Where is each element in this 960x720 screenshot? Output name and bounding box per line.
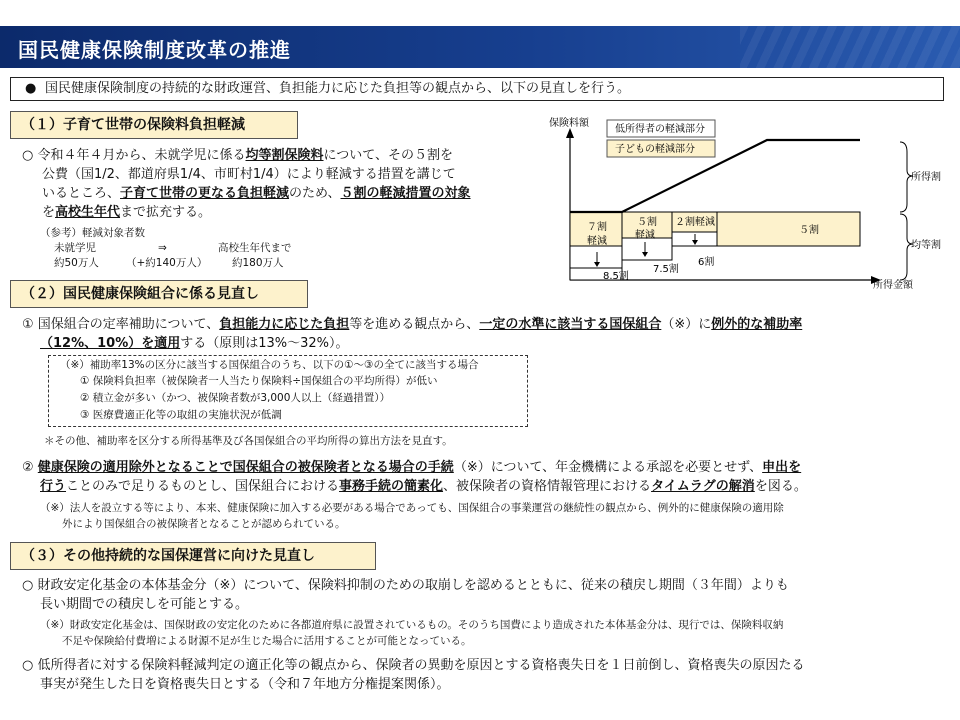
bullet-icon: ●	[25, 81, 37, 96]
label-7wari: ７割	[587, 222, 607, 233]
text-span: 等を進める観点から、	[349, 317, 480, 332]
circle-mark-icon: ○	[22, 578, 34, 593]
section1-para-line1	[22, 146, 453, 165]
emphasis-text: 均等割保険料	[245, 148, 324, 163]
emphasis-text: 申出を	[762, 460, 802, 475]
emphasis-text: ５割の軽減措置の対象	[340, 186, 471, 201]
note-item-3: ③ 医療費適正化等の取組の実施状況が低調	[80, 409, 282, 421]
section2-item2-note-line2: 外により国保組合の被保険者となることが認められている。	[62, 518, 346, 530]
y-axis-arrow-icon	[566, 128, 574, 138]
reduction-diagram	[545, 112, 950, 290]
section1-heading: （１）子育て世帯の保険料負担軽減	[10, 111, 298, 139]
x-axis-label: 所得金額	[873, 280, 913, 290]
ref-col1-count: 約50万人	[54, 257, 99, 269]
emphasis-text: 一定の水準に該当する国保組合	[479, 317, 662, 332]
text-span: を図る。	[754, 479, 807, 494]
text-span: を	[42, 205, 56, 220]
note-item-1: ① 保険料負担率（被保険者一人当たり保険料÷国保組合の平均所得）が低い	[80, 375, 438, 387]
text-span: （※）に	[661, 317, 712, 332]
emphasis-text: 行う	[40, 479, 67, 494]
value-85: 8.5割	[603, 271, 629, 282]
label-5wari-main: ５割	[799, 225, 819, 236]
emphasis-text: 子育て世帯の更なる負担軽減	[120, 186, 290, 201]
ref-label: （参考）軽減対象者数	[40, 227, 145, 239]
text-span: のため、	[289, 186, 341, 201]
page-title: 国民健康保険制度改革の推進	[18, 38, 291, 62]
number-mark-2: ②	[22, 460, 34, 475]
text-span: する（原則は13%～32%）。	[180, 336, 349, 351]
text-span: 財政安定化基金の本体基金分（※）について、保険料抑制のための取崩しを認めるとともに、従来の積戻し期間（３年間）よりも	[37, 578, 789, 593]
text-span: 、被保険者の資格情報管理における	[443, 479, 652, 494]
intro-box	[10, 77, 944, 101]
note-item-2: ② 積立金が多い（かつ、被保険者数が3,000人以上（経過措置））	[80, 392, 391, 404]
title-bar	[0, 0, 960, 68]
text-span: 低所得者に対する保険料軽減判定の適正化等の観点から、保険者の異動を原因とする資格喪失日を１日前倒し、資格喪失の原因たる	[37, 658, 805, 673]
intro-text: 国民健康保険制度の持続的な財政運営、負担能力に応じた負担等の観点から、以下の見直しを行う。	[45, 81, 631, 96]
text-span: まで拡充する。	[120, 205, 212, 220]
section1-para-line4	[42, 203, 211, 222]
ref-col2-count: 約180万人	[232, 257, 284, 269]
label-7wari-sub: 軽減	[587, 236, 607, 247]
ref-arrow: ⇒	[158, 242, 167, 254]
section1-para-line2: 公費（国1/2、都道府県1/4、市町村1/4）により軽減する措置を講じて	[42, 167, 456, 182]
ref-increase: （+約140万人）	[126, 257, 208, 269]
text-span: （※）について、年金機構による承認を必要とせず、	[453, 460, 763, 475]
label-2wari: ２割軽減	[675, 217, 715, 228]
emphasis-text: 例外的な補助率	[711, 317, 803, 332]
section3-p1-line1	[22, 576, 789, 595]
circle-mark-icon: ○	[22, 658, 34, 673]
section2-item1-line1	[22, 315, 802, 334]
section3-p1-note-line2: 不足や保険給付費増による財源不足が生じた場合に活用することが可能となっている。	[62, 635, 472, 647]
circle-mark-icon: ○	[22, 148, 34, 163]
section2-heading: （２）国民健康保険組合に係る見直し	[10, 280, 308, 308]
section2-aside: ＊その他、補助率を区分する所得基準及び各国保組合の平均所得の算出方法を見直す。	[44, 435, 453, 447]
section3-p2-line2: 事実が発生した日を資格喪失日とする（令和７年地方分権提案関係）。	[40, 677, 450, 692]
emphasis-text: タイムラグの解消	[651, 479, 755, 494]
section2-item2-line1	[22, 458, 801, 477]
ref-col2-label: 高校生年代まで	[218, 242, 292, 254]
value-75: 7.5割	[653, 264, 679, 275]
number-mark-1: ①	[22, 317, 34, 332]
section3-p1-line2: 長い期間での積戻しを可能とする。	[40, 597, 249, 612]
label-5wari: ５割	[637, 217, 657, 228]
label-shotokuwari: 所得割	[911, 172, 941, 183]
step-5wari	[622, 238, 672, 260]
ref-col1-label: 未就学児	[54, 242, 96, 254]
title-stripe-decoration	[740, 26, 960, 68]
legend-low-income-label: 低所得者の軽減部分	[615, 124, 705, 135]
label-5wari-sub: 軽減	[635, 230, 655, 241]
emphasis-text: （12%、10%）を適用	[40, 336, 181, 351]
section2-item1-line2	[40, 334, 349, 353]
y-axis-label: 保険料額	[549, 118, 589, 129]
section3-p2-line1	[22, 656, 805, 675]
note-title: （※）補助率13%の区分に該当する国保組合のうち、以下の①～③の全てに該当する場合	[60, 359, 479, 371]
legend-child-label: 子どもの軽減部分	[615, 144, 695, 155]
section2-item2-line2	[40, 477, 807, 496]
text-span: 国保組合の定率補助について、	[37, 317, 220, 332]
text-span: ことのみで足りるものとし、国保組合における	[66, 479, 340, 494]
text-span: いるところ、	[42, 186, 121, 201]
section3-heading: （３）その他持続的な国保運営に向けた見直し	[10, 542, 376, 570]
section2-item2-note-line1: （※）法人を設立する等により、本来、健康保険に加入する必要がある場合であっても、国保組合の事業運営の継続性の観点から、例外的に健康保険の適用除	[40, 502, 784, 514]
value-6: 6割	[698, 257, 715, 268]
section1-para-line3	[42, 184, 471, 203]
emphasis-text: 負担能力に応じた負担	[219, 317, 350, 332]
emphasis-text: 高校生年代	[55, 205, 121, 220]
text-span: について、その５割を	[323, 148, 453, 163]
emphasis-text: 健康保険の適用除外となることで国保組合の被保険者となる場合の手続	[37, 460, 454, 475]
emphasis-text: 事務手続の簡素化	[339, 479, 444, 494]
section3-p1-note-line1: （※）財政安定化基金は、国保財政の安定化のために各都道府県に設置されているもの。そのうち国費により造成された本体基金分は、現行では、保険料収納	[40, 619, 784, 631]
text-span: 令和４年４月から、未就学児に係る	[37, 148, 246, 163]
label-kintouwari: 均等割	[911, 240, 941, 251]
